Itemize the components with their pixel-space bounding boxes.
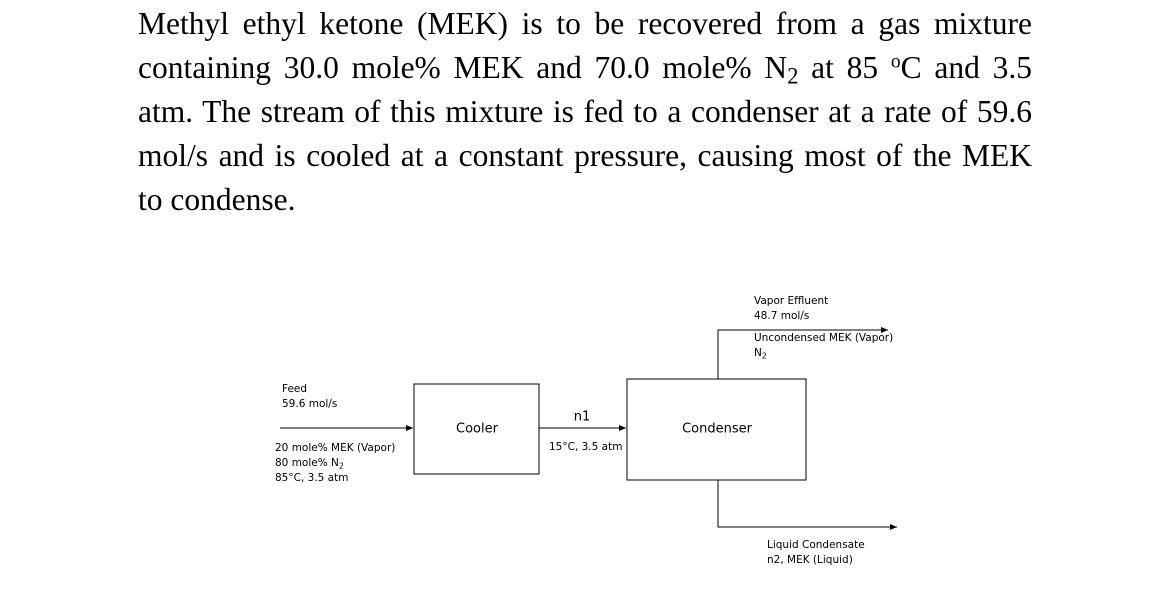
n1-label: n1 [573,409,591,425]
feed-comp-mek: 20 mole% MEK (Vapor) [275,442,396,454]
cooler-label: Cooler [456,421,498,437]
degree-symbol: o [890,51,901,73]
liquid-condensate-label [767,538,865,568]
feed-composition [275,441,395,486]
feed-conditions: 85°C, 3.5 atm [275,472,349,484]
feed-title: Feed [282,383,308,395]
problem-text: Methyl ethyl ketone (MEK) is to be recovered from a gas mixture containing 30.0 mole% MEK and 70.0 mole% $N_2$ at 85 $^o$C and 3.5 atm. The stream of this mixture is fed to a condenser at a rate of 59.6 mol/s and is cooled at a constant pressure, causing most of the MEK to condense. [138,6,1032,217]
liquid-comp: n2, MEK (Liquid) [767,554,853,566]
liquid-condensate-arrow [718,480,897,527]
n1-conditions: 15°C, 3.5 atm [549,441,623,453]
liquid-title: Liquid Condensate [767,539,865,551]
condenser-label: Condenser [682,421,752,437]
feed-comp-n2: 80 mole% $N_2$ [275,457,344,471]
vapor-comp-n2: $N_2$ [754,347,767,361]
vapor-composition [754,331,893,361]
vapor-title: Vapor Effluent [754,295,829,307]
feed-label [282,382,337,412]
feed-rate: 59.6 mol/s [282,398,338,410]
vapor-comp-mek: Uncondensed MEK (Vapor) [754,332,894,344]
vapor-rate: 48.7 mol/s [754,310,810,322]
vapor-effluent-label [754,294,828,324]
n2-subscript: 2 [787,63,799,89]
